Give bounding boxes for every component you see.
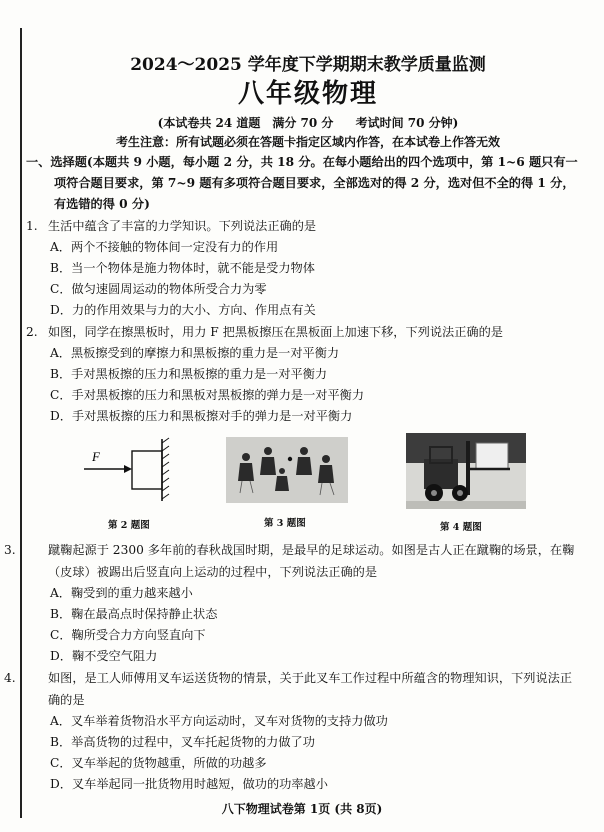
- option-d: D．鞠不受空气阻力: [50, 649, 158, 663]
- question-stem: [26, 321, 580, 343]
- option-d: D．叉车举起同一批货物用时越短，做功的功率越小: [50, 777, 328, 791]
- option-a: A．叉车举着货物沿水平方向运动时，叉车对货物的支持力做功: [50, 714, 388, 728]
- eraser-force-diagram: [82, 435, 182, 505]
- option-b: B．当一个物体是施力物体时，就不能是受力物体: [50, 261, 315, 275]
- option-c: C．手对黑板擦的压力和黑板对黑板擦的弹力是一对平衡力: [50, 388, 365, 402]
- question-stem: [4, 539, 580, 583]
- option-a: A．鞠受到的重力越来越小: [50, 586, 193, 600]
- exam-page: [4, 54, 580, 795]
- forklift-photo: [406, 433, 526, 509]
- section-title-choice: 一、选择题(本题共 9 小题，每小题 2 分，共 18 分。在每小题给出的四个选项中，第 1~6 题只有一项符合题目要求，第 7~9 题有多项符合题目要求，全部选对的得 2 分，选对但不全的得 1 分，有选错的得 0 分): [26, 155, 578, 211]
- exam-notice: 考生注意：所有试题必须在答题卡指定区域内作答，在本试卷上作答无效: [115, 135, 500, 149]
- question-number: 1.: [26, 219, 38, 233]
- option-c: C．鞠所受合力方向竖直向下: [50, 628, 206, 642]
- exam-title: 2024～2025 学年度下学期期末教学质量监测: [130, 55, 486, 75]
- figure-3-caption: 第 3 题图: [264, 518, 306, 529]
- question-number: 4.: [4, 671, 16, 685]
- option-d: D．手对黑板擦的压力和黑板擦对手的弹力是一对平衡力: [50, 409, 353, 423]
- subject-title: 八年级物理: [237, 79, 378, 109]
- option-d: D．力的作用效果与力的大小、方向、作用点有关: [50, 303, 316, 317]
- cuju-photo: [226, 437, 348, 503]
- option-c: C．叉车举起的货物越重，所做的功越多: [50, 756, 267, 770]
- option-b: B．举高货物的过程中，叉车托起货物的力做了功: [50, 735, 315, 749]
- exam-info-time: 考试时间 70 分钟): [355, 116, 459, 130]
- question-1: [26, 215, 580, 321]
- figures-row: [36, 433, 580, 535]
- option-a: A．两个不接触的物体间一定没有力的作用: [50, 240, 279, 254]
- option-b: B．鞠在最高点时保持静止状态: [50, 607, 218, 621]
- binding-margin-line: [20, 28, 22, 818]
- question-text: 蹴鞠起源于 2300 多年前的春秋战国时期，是最早的足球运动。如图是古人正在蹴鞠的场景，在鞠（皮球）被踢出后竖直向上运动的过程中，下列说法正确的是: [48, 543, 575, 579]
- question-4: [4, 667, 580, 795]
- page-footer: 八下物理试卷第 1页 (共 8页): [221, 802, 383, 816]
- force-label-f: F: [92, 449, 100, 464]
- question-3: [4, 539, 580, 667]
- question-stem: [26, 215, 580, 237]
- question-text: 生活中蕴含了丰富的力学知识。下列说法正确的是: [48, 219, 317, 233]
- question-2: [26, 321, 580, 427]
- question-text: 如图，是工人师傅用叉车运送货物的情景，关于此叉车工作过程中所蕴含的物理知识，下列说法正确的是: [48, 671, 573, 707]
- figure-2-caption: 第 2 题图: [108, 520, 150, 531]
- option-b: B．手对黑板擦的压力和黑板擦的重力是一对平衡力: [50, 367, 328, 381]
- question-number: 3.: [4, 543, 16, 557]
- exam-info: [36, 114, 580, 132]
- question-stem: [4, 667, 580, 711]
- question-number: 2.: [26, 325, 38, 339]
- option-c: C．做匀速圆周运动的物体所受合力为零: [50, 282, 267, 296]
- figure-4-caption: 第 4 题图: [440, 522, 482, 533]
- exam-info-count: (本试卷共 24 道题 满分 70 分: [157, 116, 334, 130]
- question-text: 如图，同学在擦黑板时，用力 F 把黑板擦压在黑板面上加速下移，下列说法正确的是: [48, 325, 503, 339]
- option-a: A．黑板擦受到的摩擦力和黑板擦的重力是一对平衡力: [50, 346, 340, 360]
